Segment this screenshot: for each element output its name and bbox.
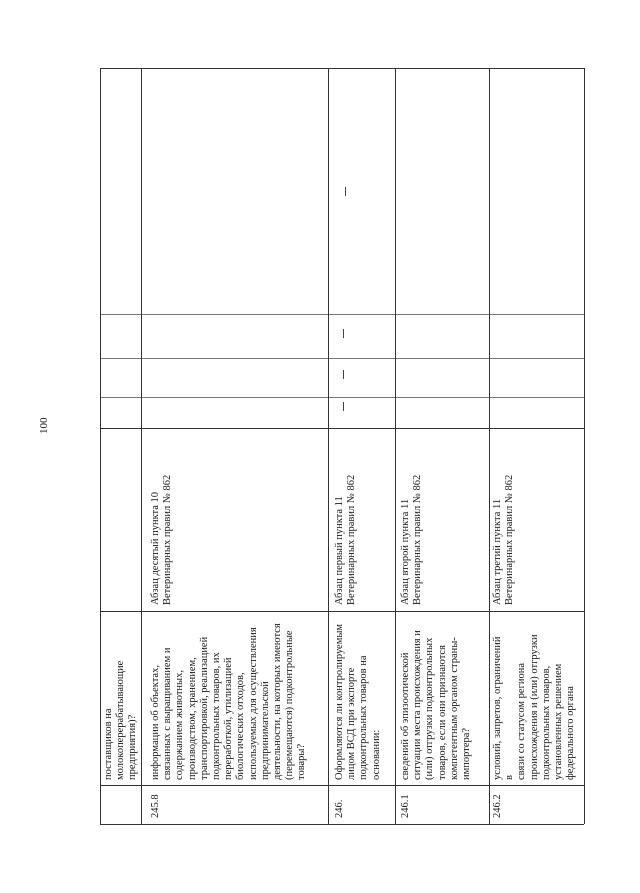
column-divider [100, 397, 584, 398]
table-bottom-border [100, 824, 584, 825]
reference-cell: Абзац десятый пункта 10 Ветеринарных правил № 862 [150, 474, 174, 605]
column-divider [100, 785, 584, 786]
dash-mark [345, 187, 346, 196]
column-divider [100, 428, 584, 429]
row-number: 246.2 [492, 794, 503, 818]
question-cell: поставщиков на молокоперерабатывающие предприятия)? [103, 660, 139, 780]
dash-mark [343, 329, 344, 338]
page-number: 100 [38, 417, 50, 434]
dash-mark [343, 370, 344, 379]
row-divider [141, 68, 142, 824]
row-divider [328, 68, 329, 824]
row-number: 246. [334, 799, 345, 818]
column-divider [100, 611, 584, 612]
reference-cell: Абзац первый пункта 11 Ветеринарных правил № 862 [334, 474, 358, 605]
table-top-border [100, 68, 584, 69]
reference-cell: Абзац второй пункта 11 Ветеринарных правил № 862 [400, 474, 424, 605]
dash-mark [343, 402, 344, 411]
reference-cell: Абзац третий пункта 11 Ветеринарных правил № 862 [492, 474, 516, 605]
row-divider [395, 68, 396, 824]
table-right-border [584, 68, 585, 824]
question-cell: Оформляются ли контролируемым лицом ВСД при экспорте подконтрольных товаров на основании: [334, 623, 382, 780]
table-left-border [100, 68, 101, 824]
question-cell: сведений об эпизоотической ситуации места происхождения и (или) отгрузки подконтрольных товаров, если они признаются компетентным органом страны- импортера? [400, 630, 473, 780]
question-cell: информации об объектах, связанных с выращиванием и содержанием животных, производством, хранением, транспортировкой, реализацией подконтрольных товаров, их переработкой, утилизацией биологических отходов, используемых для осуществления предпринимательской деятельности, на которых имеются (перемещаются) подконтрольные товары? [150, 623, 308, 780]
question-cell: условий, запретов, ограничений в связи со статусом региона происхождения и (или) отгрузки подконтрольных товаров, установленных решением федерального органа [492, 634, 577, 780]
row-number: 246.1 [400, 794, 411, 818]
column-divider [100, 358, 584, 359]
column-divider [100, 314, 584, 315]
row-number: 245.8 [150, 794, 161, 818]
row-divider [489, 68, 490, 824]
